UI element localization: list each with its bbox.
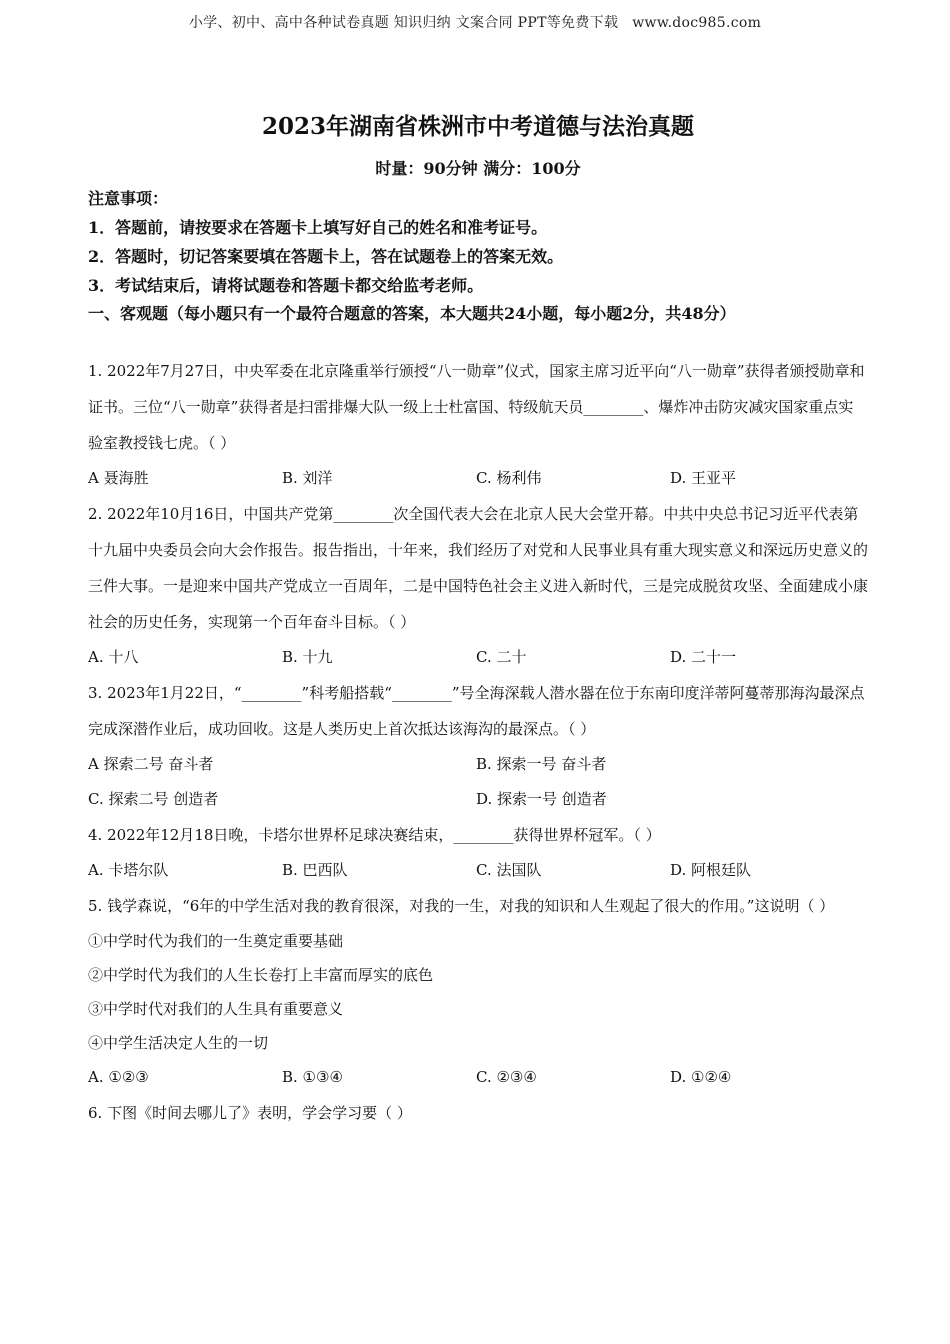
statement-item: ③中学时代对我们的人生具有重要意义 (88, 1000, 344, 1018)
header-url[interactable]: www.doc985.com (632, 15, 762, 31)
note-item: 3．考试结束后，请将试题卷和答题卡都交给监考老师。 (88, 276, 484, 295)
option-a: A. 十八 (88, 648, 139, 666)
question-4 (88, 817, 868, 888)
option-d: D. 二十一 (670, 648, 737, 666)
header-text: 小学、初中、高中各种试卷真题 知识归纳 文案合同 PPT等免费下载 (188, 15, 619, 31)
option-d: D. 阿根廷队 (670, 861, 752, 879)
note-item: 2．答题时，切记答案要填在答题卡上，答在试题卷上的答案无效。 (88, 247, 564, 266)
question-list (88, 353, 868, 1131)
option-d: D. 王亚平 (670, 469, 737, 487)
section-heading: 一、客观题（每小题只有一个最符合题意的答案，本大题共24小题，每小题2分，共48分） (88, 304, 736, 323)
exam-title: 2023年湖南省株洲市中考道德与法治真题 (261, 113, 694, 140)
note-item: 1．答题前，请按要求在答题卡上填写好自己的姓名和准考证号。 (88, 218, 548, 237)
option-c: C. 探索二号 创造者 (88, 790, 219, 808)
statement-item: ②中学时代为我们的人生长卷打上丰富而厚实的底色 (88, 966, 434, 984)
option-row (88, 1060, 868, 1095)
option-d: D. ①②④ (670, 1068, 732, 1086)
option-b: B. ①③④ (282, 1068, 343, 1086)
question-stem: 4. 2022年12月18日晚，卡塔尔世界杯足球决赛结束，________获得世界杯冠军。（ ） (88, 826, 661, 844)
option-a: A. ①②③ (88, 1068, 149, 1086)
question-1 (88, 353, 868, 496)
option-c: C. 杨利伟 (476, 469, 542, 487)
question-5 (88, 888, 868, 1095)
statement-item: ①中学时代为我们的一生奠定重要基础 (88, 932, 344, 950)
option-row (88, 747, 868, 782)
question-stem: 2. 2022年10月16日，中国共产党第________次全国代表大会在北京人民大会堂开幕。中共中央总书记习近平代表第十九届中央委员会向大会作报告。报告指出，十年来，我们经历了对党和人民事业具有重大现实意义和深远历史意义的三件大事。一是迎来中国共产党成立一百周年，二是中国特色社会主义进入新时代，三是完成脱贫攻坚、全面建成小康社会的历史任务，实现第一个百年奋斗目标。（ ） (88, 505, 869, 631)
option-a: A 聂海胜 (88, 469, 149, 487)
option-b: B. 探索一号 奋斗者 (476, 755, 607, 773)
option-a: A. 卡塔尔队 (88, 861, 169, 879)
page-header (0, 12, 950, 32)
question-6 (88, 1095, 868, 1131)
question-stem: 6. 下图《时间去哪儿了》表明，学会学习要（ ） (88, 1104, 412, 1122)
question-stem: 3. 2023年1月22日，“________”科考船搭载“________”号全海深载人潜水器在位于东南印度洋蒂阿蔓蒂那海沟最深点完成深潜作业后，成功回收。这是人类历史上首次抵达该海沟的最深点。（ ） (88, 684, 865, 738)
option-a: A 探索二号 奋斗者 (88, 755, 214, 773)
option-c: C. ②③④ (476, 1068, 537, 1086)
option-c: C. 法国队 (476, 861, 542, 879)
option-row (88, 782, 868, 817)
option-b: B. 刘洋 (282, 469, 333, 487)
notes-heading: 注意事项： (88, 189, 169, 208)
question-3 (88, 675, 868, 817)
option-row (88, 853, 868, 888)
question-2 (88, 496, 868, 675)
option-row (88, 640, 868, 675)
question-stem: 1. 2022年7月27日，中央军委在北京隆重举行颁授“八一勋章”仪式，国家主席习近平向“八一勋章”获得者颁授勋章和证书。三位“八一勋章”获得者是扫雷排爆大队一级上士杜富国、特级航天员________、爆炸冲击防灾减灾国家重点实验室教授钱七虎。（ ） (88, 362, 865, 452)
option-d: D. 探索一号 创造者 (476, 790, 607, 808)
statement-item: ④中学生活决定人生的一切 (88, 1034, 269, 1052)
option-b: B. 十九 (282, 648, 333, 666)
option-b: B. 巴西队 (282, 861, 348, 879)
question-stem: 5. 钱学森说，“6年的中学生活对我的教育很深，对我的一生，对我的知识和人生观起了很大的作用。”这说明（ ） (88, 897, 835, 915)
exam-subtitle: 时量：90分钟 满分：100分 (375, 159, 581, 178)
option-row (88, 461, 868, 496)
notes-block (88, 184, 868, 300)
option-c: C. 二十 (476, 648, 527, 666)
